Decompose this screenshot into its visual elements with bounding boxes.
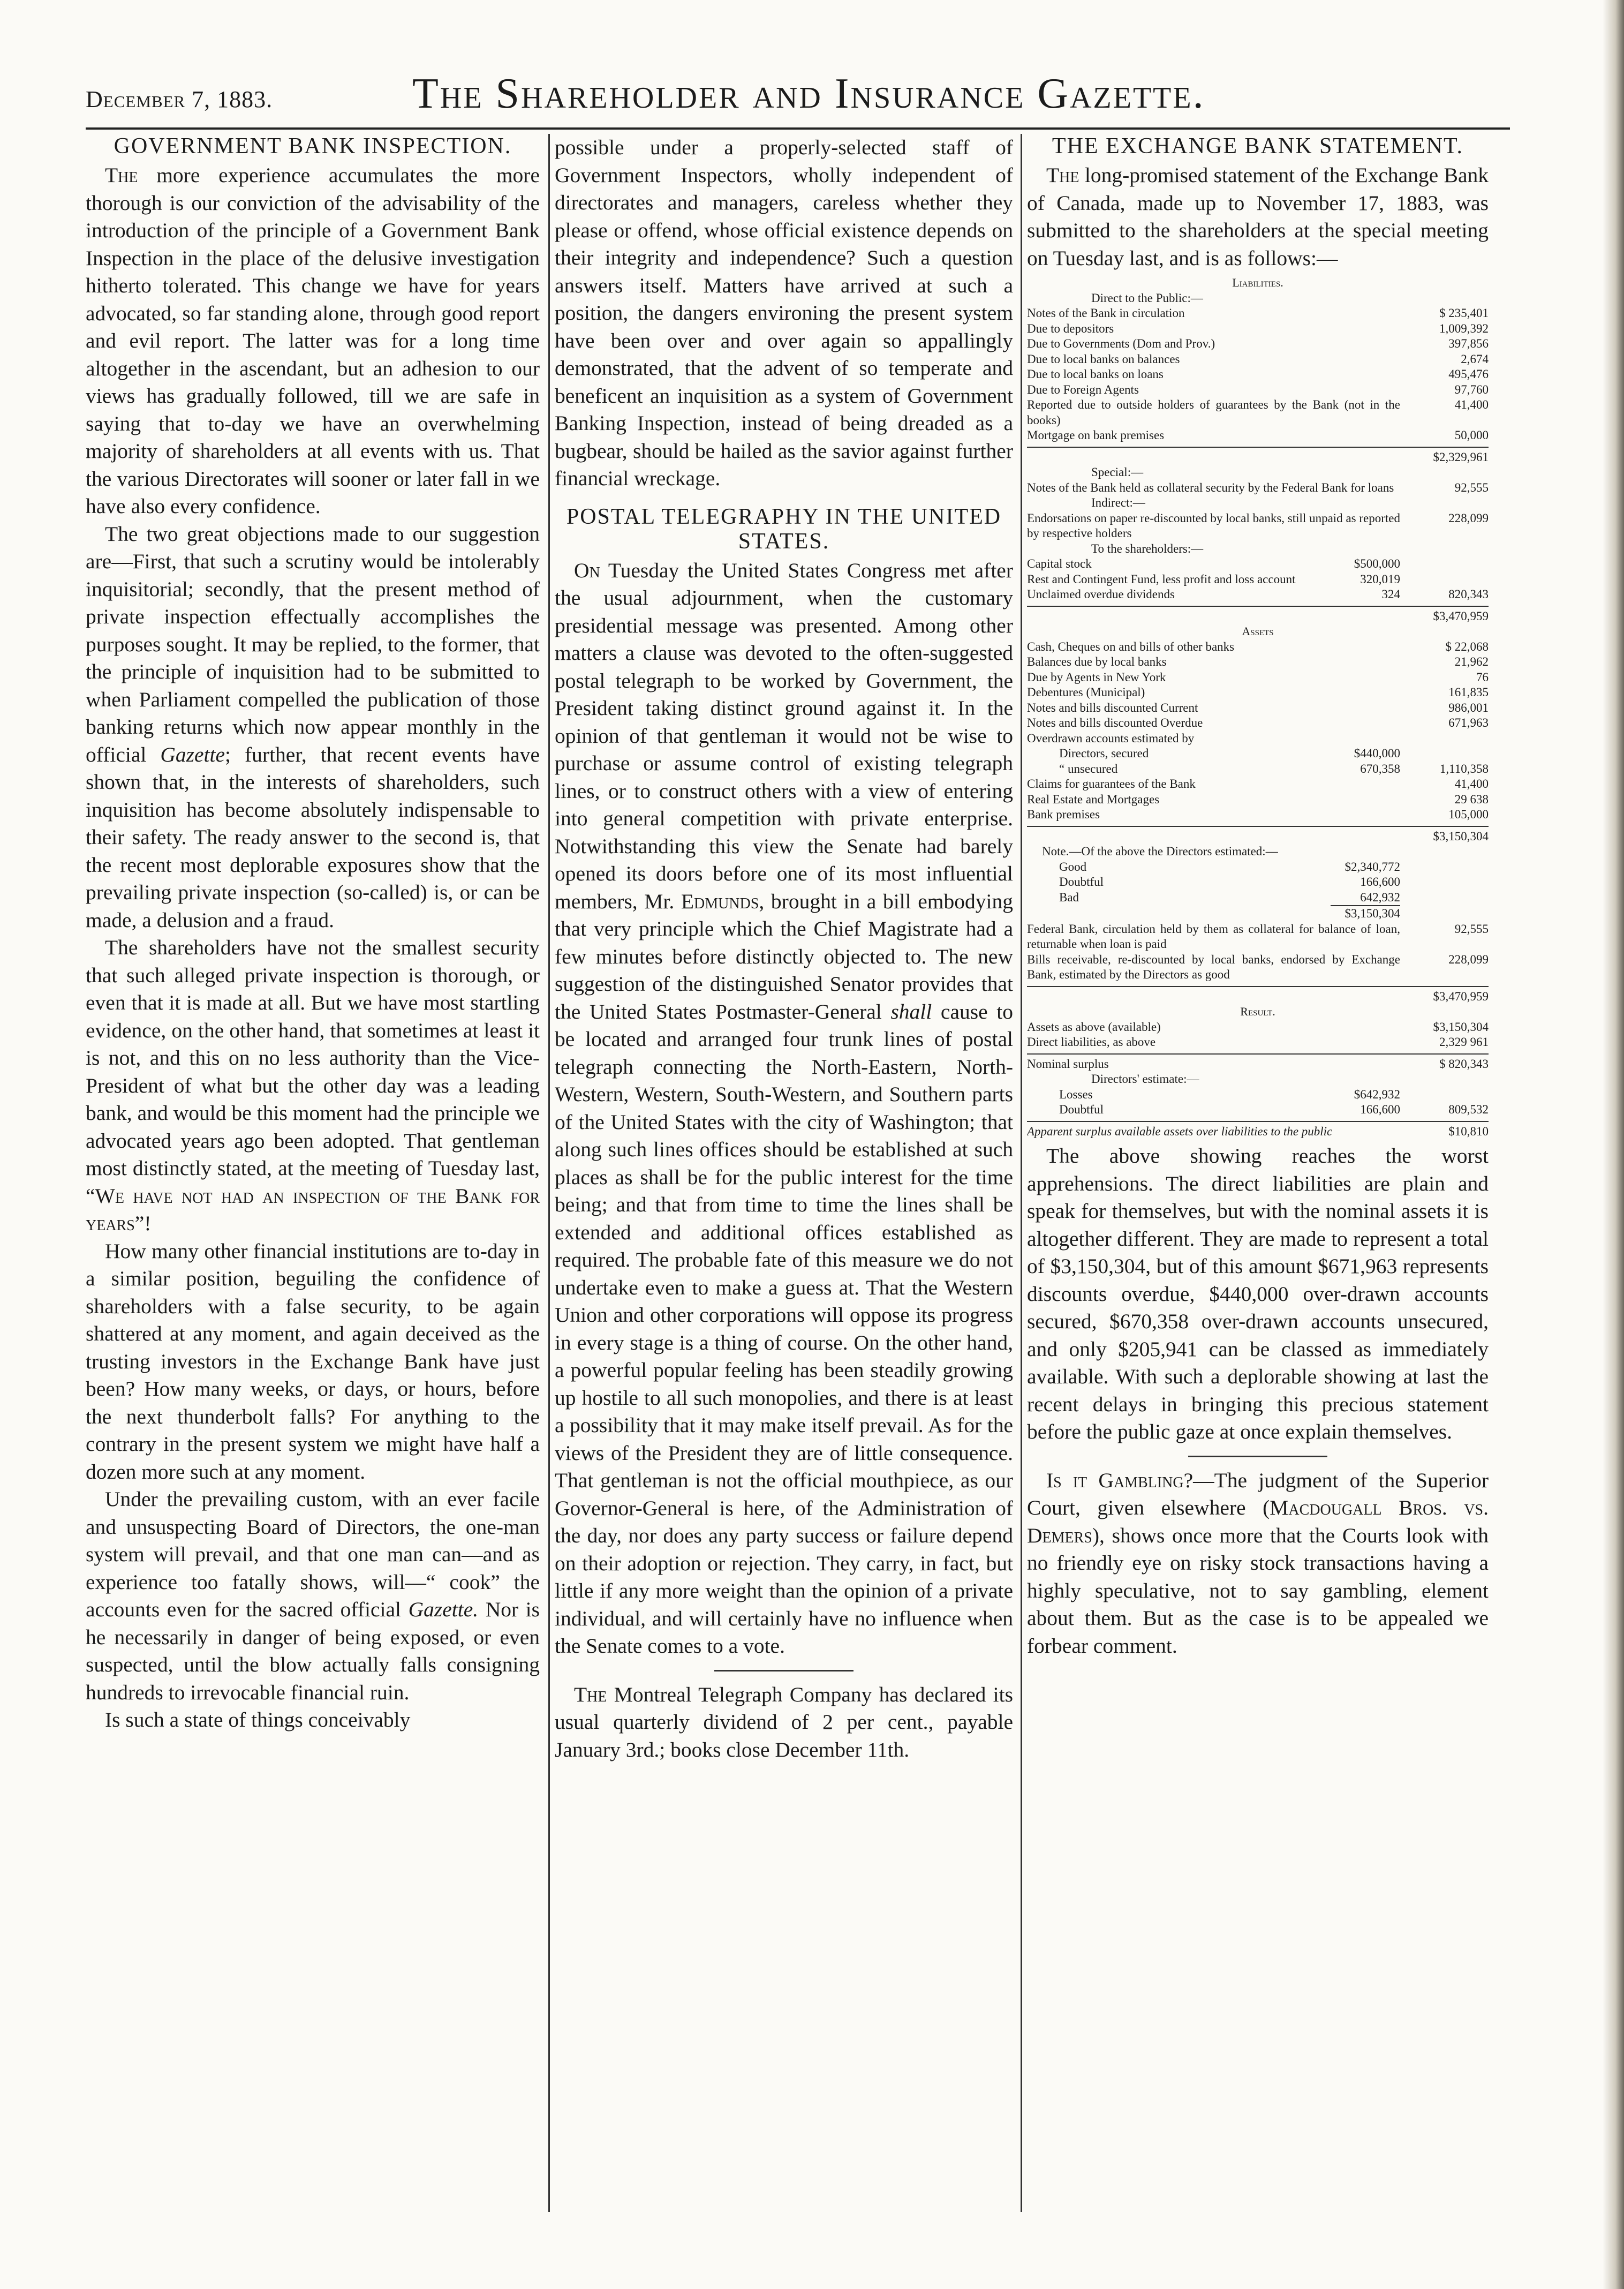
paragraph-text: Montreal Telegraph Company has declared its usual quarterly dividend of 2 per cent., payable January 3rd.; books close December 11th. <box>555 1682 1013 1761</box>
paragraph-text: ; further, that recent events have shown that, in the interests of shareholders, such inquisition has become absolutely indispensable to their safety. The ready answer to the second is, that the recent most deplorable exposures show that the prevailing private inspection (so-called) is, or can be made, a delusion and a fraud. <box>86 742 540 932</box>
row-label: “ unsecured <box>1059 762 1118 775</box>
paragraph <box>555 557 1013 1660</box>
direct-heading: Direct to the Public:— <box>1091 291 1203 305</box>
paragraph <box>86 521 540 935</box>
statement-row <box>1027 701 1489 716</box>
assets-list <box>1027 639 1489 731</box>
paragraph-text: The above showing reaches the worst apprehensions. The direct liabilities are plain and speak for themselves, but with the nominal assets it is altogether different. They are made to represent a total of $3,150,304, but of this amount $671,963 represents discounts overdue, $440,000 over-drawn accounts secured, $670,358 over-drawn accounts unsecured, and only $205,941 can be classed as immediately available. With such a deplorable showing at last the recent delays in bringing this precious statement before the public gaze at once explain themselves. <box>1027 1144 1489 1443</box>
row-amount: 161,835 <box>1448 686 1489 699</box>
row-subamount: 320,019 <box>1360 572 1400 586</box>
row-amount: 41,400 <box>1454 777 1489 790</box>
article-heading-exchange-bank: THE EXCHANGE BANK STATEMENT. <box>1052 134 1464 159</box>
statement-row <box>1027 511 1489 541</box>
row-label: Apparent surplus available assets over liabilities to the public <box>1027 1124 1333 1138</box>
result-title: Result. <box>1240 1005 1275 1018</box>
direct-total: $2,329,961 <box>1433 450 1489 464</box>
row-label: Notes of the Bank in circulation <box>1027 306 1185 320</box>
row-amount: 228,099 <box>1448 511 1489 525</box>
masthead-rule <box>86 127 1510 130</box>
statement-row <box>1027 321 1489 337</box>
row-subamount: $440,000 <box>1354 747 1400 760</box>
row-amount: 92,555 <box>1454 922 1489 936</box>
row-label: Bills receivable, re-discounted by local banks, endorsed by Exchange Bank, estimated by the Directors as good <box>1027 952 1400 981</box>
statement-row <box>1027 654 1489 670</box>
statement-row <box>1027 397 1489 428</box>
row-amount: 397,856 <box>1448 337 1489 350</box>
row-label: Debentures (Municipal) <box>1027 686 1145 699</box>
paragraph-text: more experience accumulates the more thorough is our conviction of the advisability of the introduction of the principle of a Government Bank Inspection in the place of the delusive investigation hitherto tolerated. This change we have for years advocated, so far standing alone, through good report and evil report. The latter was for a long time altogether in the ascendant, but an adhesion to our views has gradually followed, till we are safe in saying that to-day we have an overwhelming majority of shareholders at all events with us. That the various Directorates will sooner or later fall in we have also every confidence. <box>86 163 540 518</box>
row-subamount: $500,000 <box>1354 557 1400 570</box>
statement-row <box>1027 746 1489 762</box>
paragraph-text: Is such a state of things conceivably <box>105 1708 411 1731</box>
lead-word: On <box>574 558 600 582</box>
paragraph-text: cause to be located and arranged four trunk lines of postal telegraph connecting the North-Eastern, North-Western, Western, South-Western, and Southern parts of the United States with the city of Washington; that along such lines offices should be established at such places as shall be for the public interest for the time being; and that from time to time the lines shall be extended and additional offices established as required. The probable fate of this measure we do not undertake even to make a guess at. That the Western Union and other corporations will oppose its progress in every stage is a thing of course. On the other hand, a powerful popular feeling has been steadily growing up hostile to all such monopolies, and there is at least a possibility that it may make itself prevail. As for the views of the President they are of little consequence. That gentleman is not the official mouthpiece, as our Governor-General is here, of the Administration of the day, nor does any party success or failure depend on their adoption or rejection. They carry, in fact, but little if any more weight than the opinion of a private individual, and will certainly have no influence when the Senate comes to a vote. <box>555 999 1013 1658</box>
row-label: Doubtful <box>1059 1103 1104 1116</box>
row-label: Assets as above (available) <box>1027 1020 1161 1034</box>
row-label: Rest and Contingent Fund, less profit and loss account <box>1027 572 1296 586</box>
bank-statement-table <box>1027 275 1489 1139</box>
statement-row <box>1027 1053 1489 1072</box>
gazette-italic: Gazette <box>160 742 225 766</box>
row-label: Balances due by local banks <box>1027 655 1167 668</box>
row-amount: 671,963 <box>1448 716 1489 729</box>
statement-row <box>1027 670 1489 686</box>
row-label: Cash, Cheques on and bills of other banks <box>1027 639 1235 653</box>
statement-row <box>1027 1020 1489 1035</box>
article-heading-postal-telegraphy: POSTAL TELEGRAPHY IN THE UNITED STATES. <box>566 504 1002 554</box>
row-amount: 76 <box>1476 670 1489 684</box>
paragraph-text: possible under a properly-selected staff of Government Inspectors, wholly independent of directorates and managers, careless whether they please or offend, whose official existence depends on their integrity and independence? Such a question answers itself. Matters have arrived at such a position, the dangers environing the present system have been over and over again so appallingly demonstrated, that the advent of so temperate and beneficent an inquisition as a system of Government Banking Inspection, instead of being dreaded as a bugbear, should be hailed as the savior against further financial wreckage. <box>555 135 1013 490</box>
row-label: Due to Governments (Dom and Prov.) <box>1027 337 1215 350</box>
section-divider <box>714 1670 853 1671</box>
statement-row <box>1027 1121 1489 1140</box>
row-label: Nominal surplus <box>1027 1057 1109 1071</box>
shareholders-heading: To the shareholders:— <box>1091 541 1204 555</box>
masthead <box>75 59 1531 123</box>
statement-row <box>1027 777 1489 792</box>
row-subamount: $2,340,772 <box>1344 860 1400 874</box>
row-amount: 29 638 <box>1454 792 1489 806</box>
row-amount: 1,110,358 <box>1439 762 1489 775</box>
column-1 <box>86 134 540 2223</box>
lead-word: The <box>105 163 138 187</box>
statement-row <box>1027 905 1489 922</box>
row-amount: 2,329 961 <box>1439 1035 1489 1049</box>
paragraph-text: —The judgment of the Superior Court, given elsewhere ( <box>1027 1468 1489 1519</box>
row-label: Notes of the Bank held as collateral security by the Federal Bank for loans <box>1027 480 1394 494</box>
row-amount: 50,000 <box>1454 428 1489 442</box>
case-name: Macdougall Bros. vs. Demers <box>1027 1496 1489 1547</box>
paragraph-text: Tuesday the United States Congress met after the usual adjournment, when the customary presidential message was presented. Among other matters a clause was devoted to the often-suggested postal telegraph to be worked by Government, the President taking distinct ground against it. In the opinion of that gentleman it would not be wise to purchase or assume control of existing telegraph lines, or to construct others with a view of entering into general competition with private enterprise. Notwithstanding this view the Senate had barely opened its doors before one of its most influential members, Mr. <box>555 558 1013 913</box>
statement-row <box>1027 762 1489 777</box>
statement-row <box>1027 807 1489 823</box>
statement-row <box>1027 860 1489 875</box>
grand-total: $3,470,959 <box>1433 989 1489 1003</box>
gazette-italic: Gazette. <box>408 1598 479 1621</box>
statement-row <box>1027 685 1489 701</box>
paragraph <box>86 1238 540 1486</box>
statement-row <box>1027 352 1489 367</box>
row-label: Notes and bills discounted Overdue <box>1027 716 1203 729</box>
statement-row <box>1027 952 1489 983</box>
statement-row <box>1027 367 1489 382</box>
newspaper-title: The Shareholder and Insurance Gazette. <box>412 70 1205 117</box>
row-label: Direct liabilities, as above <box>1027 1035 1156 1049</box>
paragraph <box>86 162 540 521</box>
quote-small-caps: We have not had an inspection of the Bank for years <box>86 1184 540 1235</box>
directors-estimate-heading: Directors' estimate:— <box>1091 1072 1199 1086</box>
row-label: Good <box>1059 860 1087 874</box>
column-3 <box>1027 134 1489 2223</box>
statement-row <box>1027 428 1489 443</box>
row-amount: 21,962 <box>1454 655 1489 668</box>
row-amount: $3,150,304 <box>1433 1020 1489 1034</box>
row-amount: 986,001 <box>1448 701 1489 714</box>
paragraph <box>1027 1467 1489 1660</box>
paragraph-text: Nor is he necessarily in danger of being exposed, or even suspected, until the blow actually falls consigning hundreds to irrevocable financial ruin. <box>86 1598 540 1704</box>
statement-row <box>1027 792 1489 808</box>
row-subamount: 166,600 <box>1360 875 1400 889</box>
row-amount: 2,674 <box>1461 352 1489 366</box>
row-label: Directors, secured <box>1059 747 1149 760</box>
statement-row <box>1027 306 1489 321</box>
statement-row <box>1027 986 1489 1005</box>
row-amount: 228,099 <box>1448 952 1489 966</box>
note-heading: Note.—Of the above the Directors estimated:— <box>1042 845 1278 858</box>
paragraph-text: Under the prevailing custom, with an ever facile and unsuspecting Board of Directors, the one-man system will prevail, and that one man can—and as experience too fatally shows, will—“ cook” the accounts even for the sacred official <box>86 1487 540 1621</box>
row-amount: 97,760 <box>1454 382 1489 396</box>
row-label: Due to local banks on loans <box>1027 367 1164 381</box>
row-label: Due to depositors <box>1027 321 1114 335</box>
statement-row <box>1027 572 1489 588</box>
row-amount: 495,476 <box>1448 367 1489 381</box>
paragraph-text: The two great objections made to our suggestion are—First, that such a scrutiny would be intolerably inquisitorial; secondly, that the present method of private inspection effectually accomplishes the purposes sought. It may be replied, to the former, that the principle of inquisition had to be submitted to when Parliament compelled the publication of those banking returns which now appear monthly in the official <box>86 522 540 766</box>
assets-title: Assets <box>1242 624 1274 638</box>
issue-date: December 7, 1883. <box>86 86 273 112</box>
section-divider <box>1188 1456 1327 1457</box>
statement-row <box>1027 606 1489 624</box>
article-heading-bank-inspection: GOVERNMENT BANK INSPECTION. <box>114 134 512 159</box>
row-amount: 41,400 <box>1454 398 1489 411</box>
row-amount: 1,009,392 <box>1439 321 1489 335</box>
lead-word: The <box>1046 163 1079 187</box>
row-amount: 809,532 <box>1448 1103 1489 1116</box>
scan-edge-shadow <box>1603 0 1624 2289</box>
statement-row <box>1027 639 1489 655</box>
paragraph <box>1027 162 1489 272</box>
row-label: Reported due to outside holders of guarantees by the Bank (not in the books) <box>1027 398 1400 427</box>
row-subamount: $642,932 <box>1354 1087 1400 1101</box>
row-label: Capital stock <box>1027 557 1092 570</box>
statement-row <box>1027 336 1489 352</box>
row-label: Bad <box>1059 890 1079 904</box>
row-label: Real Estate and Mortgages <box>1027 792 1160 806</box>
row-amount: $ 22,068 <box>1445 639 1489 653</box>
paragraph <box>1027 1142 1489 1446</box>
paragraph <box>555 134 1013 493</box>
statement-row <box>1027 1102 1489 1118</box>
statement-row <box>1027 1035 1489 1050</box>
statement-row <box>1027 480 1489 496</box>
statement-row <box>1027 716 1489 731</box>
row-subamount: 324 <box>1381 588 1400 601</box>
row-subamount: $3,150,304 <box>1331 905 1400 922</box>
row-label: Mortgage on bank premises <box>1027 428 1165 442</box>
paragraph-text: , brought in a bill embodying that very principle which the Chief Magistrate had a few minutes before distinctly objected to. The new suggestion of the distinguished Senator provides that the United States Postmaster-General <box>555 889 1013 1023</box>
indirect-heading: Indirect:— <box>1091 496 1145 509</box>
statement-row <box>1027 587 1489 603</box>
shall-italic: shall <box>890 999 932 1023</box>
row-label: Bank premises <box>1027 808 1100 821</box>
paragraph <box>86 1486 540 1706</box>
statement-row <box>1027 1087 1489 1103</box>
column-rule-2 <box>1021 134 1022 2212</box>
row-label: Notes and bills discounted Current <box>1027 701 1198 714</box>
liabilities-title: Liabilities. <box>1232 276 1283 289</box>
paragraph-text: ”! <box>134 1211 152 1235</box>
statement-row <box>1027 382 1489 398</box>
statement-row <box>1027 826 1489 845</box>
row-amount: 105,000 <box>1448 808 1489 821</box>
paragraph-text: How many other financial institutions are to-day in a similar position, beguiling the confidence of shareholders with a false security, to be again shattered at any moment, and again deceived as the trusting investors in the Exchange Bank have just been? How many weeks, or days, or hours, before the next thunderbolt falls? For anything to the contrary in the present system we might have half a dozen more such at any moment. <box>86 1239 540 1484</box>
row-label: Unclaimed overdue dividends <box>1027 588 1175 601</box>
row-label: Federal Bank, circulation held by them as collateral for balance of loan, returnable when loan is paid <box>1027 922 1400 951</box>
senator-name: Edmunds <box>681 889 759 913</box>
direct-liabilities-list <box>1027 306 1489 443</box>
statement-row <box>1027 922 1489 952</box>
statement-row <box>1027 890 1489 906</box>
row-label: Doubtful <box>1059 875 1104 889</box>
row-amount: $ 235,401 <box>1439 306 1489 320</box>
special-heading: Special:— <box>1091 465 1144 479</box>
paragraph-text: long-promised statement of the Exchange Bank of Canada, made up to November 17, 1883, was submitted to the shareholders at the special meeting on Tuesday last, and is as follows:— <box>1027 163 1489 270</box>
paragraph <box>86 1706 540 1734</box>
statement-row <box>1027 556 1489 572</box>
paragraph-text: The shareholders have not the smallest security that such alleged private inspection is thorough, or even that it is made at all. But we have most startling evidence, on the other hand, that sometimes at least it is not, and this on no less authority than the Vice-President of what but the other day was a leading bank, and would be this moment had the principle we advocated years ago been adopted. That gentleman most distinctly stated, at the meeting of Tuesday last, “ <box>86 936 540 1208</box>
overdrawn-heading: Overdrawn accounts estimated by <box>1027 731 1195 745</box>
row-amount: 820,343 <box>1448 588 1489 601</box>
row-label: Endorsations on paper re-discounted by local banks, still unpaid as reported by respective holders <box>1027 511 1400 540</box>
row-label: Losses <box>1059 1087 1093 1101</box>
row-subamount: 166,600 <box>1360 1103 1400 1116</box>
column-2 <box>555 134 1013 2223</box>
statement-row <box>1027 875 1489 890</box>
row-amount: $ 820,343 <box>1439 1057 1489 1071</box>
column-rule-1 <box>548 134 550 2212</box>
row-amount: $10,810 <box>1448 1124 1489 1138</box>
lead-word: The <box>574 1682 607 1706</box>
paragraph <box>555 1681 1013 1764</box>
paragraph <box>86 934 540 1238</box>
statement-row <box>1027 447 1489 465</box>
row-label: Due by Agents in New York <box>1027 670 1166 684</box>
paragraph-text: ), shows once more that the Courts look with no friendly eye on risky stock transactions having a highly speculative, not to say gambling, element about them. But as the case is to be appealed we forbear comment. <box>1027 1523 1489 1658</box>
row-label: Claims for guarantees of the Bank <box>1027 777 1196 790</box>
lead-phrase: Is it Gambling? <box>1046 1468 1194 1492</box>
row-amount: 92,555 <box>1454 480 1489 494</box>
liabilities-total: $3,470,959 <box>1433 609 1489 623</box>
assets-total: $3,150,304 <box>1433 829 1489 843</box>
row-subamount: 642,932 <box>1360 890 1400 904</box>
row-label: Due to Foreign Agents <box>1027 382 1139 396</box>
row-subamount: 670,358 <box>1360 762 1400 775</box>
row-label: Due to local banks on balances <box>1027 352 1180 366</box>
